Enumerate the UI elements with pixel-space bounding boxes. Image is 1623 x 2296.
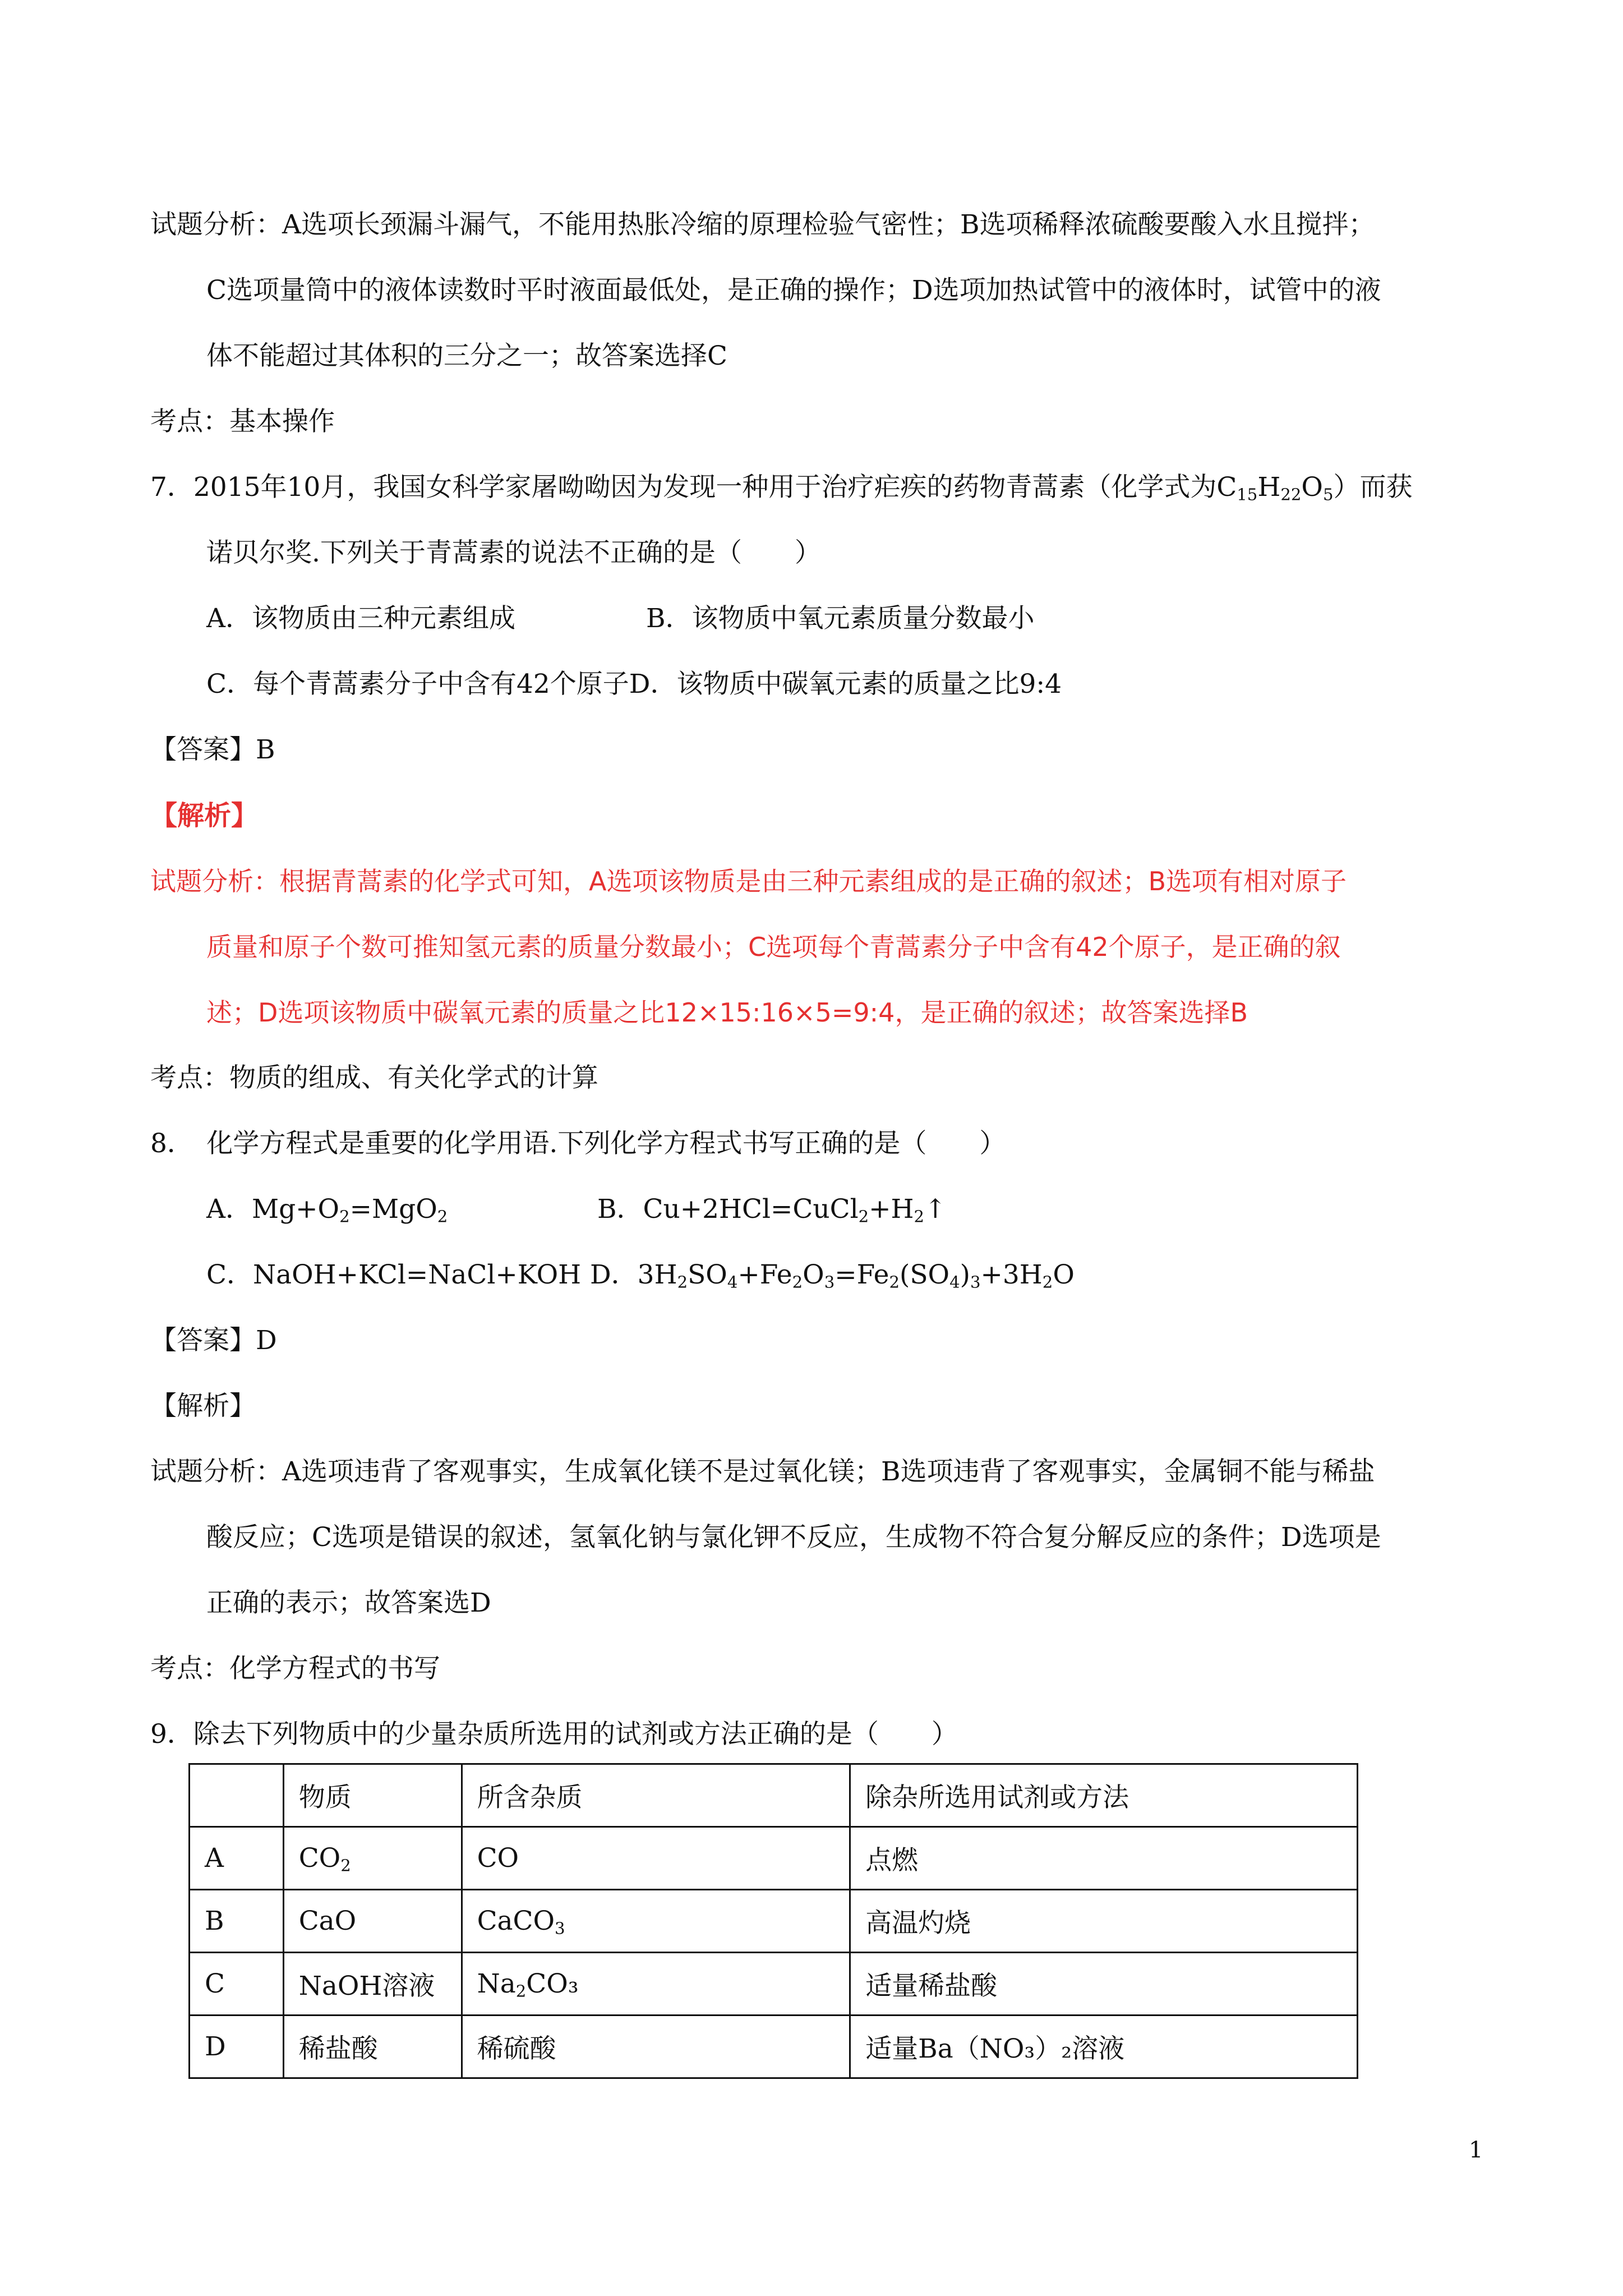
q9-table	[188, 1763, 1358, 2079]
table-row	[190, 1827, 1358, 1890]
q7-key-point: 考点：物质的组成、有关化学式的计算	[150, 1062, 598, 1093]
q8-stem: 8． 化学方程式是重要的化学用语.下列化学方程式书写正确的是（ ）	[150, 1128, 1006, 1159]
method-cell: 适量Ba（NO₃）₂溶液	[850, 2016, 1358, 2078]
method-cell: 适量稀盐酸	[850, 1953, 1358, 2016]
q8-analysis-line1: 试题分析：A选项违背了客观事实，生成氧化镁不是过氧化镁；B选项违背了客观事实，金属铜不能与稀盐	[150, 1456, 1375, 1487]
q8-option-d: D．$3H_2SO_4+Fe_2O_3=Fe_2(SO_4)_3+3H_2O$	[590, 1259, 1075, 1292]
q7-analysis-line3: 述；D选项该物质中碳氧元素的质量之比12×15:16×5=9:4，是正确的叙述；故答案选择B	[206, 997, 1248, 1028]
row-key: A	[190, 1827, 284, 1890]
table-header-cell	[190, 1764, 284, 1827]
subscript: 15	[1237, 485, 1258, 504]
q8-answer: 【答案】D	[150, 1325, 277, 1356]
substance-cell: $CO_2$	[283, 1827, 462, 1890]
row-key: C	[190, 1953, 284, 2016]
q7-analysis-line2: 质量和原子个数可推知氢元素的质量分数最小；C选项每个青蒿素分子中含有42个原子，是正确的叙	[206, 932, 1341, 962]
method-cell: 高温灼烧	[850, 1890, 1358, 1953]
table-header-cell: 除杂所选用试剂或方法	[850, 1764, 1358, 1827]
q6-analysis-line1: 试题分析：A选项长颈漏斗漏气，不能用热胀冷缩的原理检验气密性；B选项稀释浓硫酸要酸入水且搅拌；	[150, 209, 1375, 240]
q8-option-c: C．NaOH+KCl=NaCl+KOH	[206, 1259, 582, 1290]
table-row	[190, 1953, 1358, 2016]
q8-option-b: B．$Cu+2HCl=CuCl_2+H_2↑$	[597, 1194, 947, 1226]
page-number: 1	[1469, 2137, 1483, 2163]
q6-analysis-line2: C选项量筒中的液体读数时平时液面最低处，是正确的操作；D选项加热试管中的液体时，试管中的液	[206, 275, 1381, 306]
table-row	[190, 2016, 1358, 2078]
row-key: B	[190, 1890, 284, 1953]
q8-analysis-heading: 【解析】	[150, 1391, 256, 1421]
substance-cell: NaOH溶液	[283, 1953, 462, 2016]
q8-analysis-line3: 正确的表示；故答案选D	[206, 1588, 491, 1618]
q7-option-cd: C．每个青蒿素分子中含有42个原子D．该物质中碳氧元素的质量之比9:4	[206, 669, 1062, 700]
q7-analysis-heading: 【解析】	[150, 800, 259, 831]
table-header-cell: 物质	[283, 1764, 462, 1827]
q8-analysis-line2: 酸反应；C选项是错误的叙述，氢氧化钠与氯化钾不反应，生成物不符合复分解反应的条件；D选项是	[206, 1522, 1381, 1553]
q6-key-point: 考点：基本操作	[150, 406, 335, 437]
q7-stem-line1	[150, 470, 1412, 505]
impurity-cell: 稀硫酸	[462, 2016, 850, 2078]
table-row	[190, 1890, 1358, 1953]
table-header-row	[190, 1764, 1358, 1827]
q7-option-b: B．该物质中氧元素质量分数最小	[646, 603, 1035, 634]
q7-option-a: A．该物质由三种元素组成	[206, 603, 515, 634]
q9-stem: 9．除去下列物质中的少量杂质所选用的试剂或方法正确的是（ ）	[150, 1719, 958, 1750]
impurity-cell: $Na_2CO_3$	[462, 1953, 850, 2016]
substance-cell: 稀盐酸	[283, 2016, 462, 2078]
method-cell: 点燃	[850, 1827, 1358, 1890]
row-key: D	[190, 2016, 284, 2078]
table-header-cell: 所含杂质	[462, 1764, 850, 1827]
q8-key-point: 考点：化学方程式的书写	[150, 1653, 440, 1684]
subscript: 22	[1280, 485, 1302, 504]
q7-answer: 【答案】B	[150, 734, 275, 765]
substance-cell: CaO	[283, 1890, 462, 1953]
q8-option-a: A．$Mg+O_2=MgO_2$	[206, 1194, 448, 1226]
q6-analysis-line3: 体不能超过其体积的三分之一；故答案选择C	[206, 341, 727, 371]
impurity-cell: CO	[462, 1827, 850, 1890]
q7-stem-text: 7．2015年10月，我国女科学家屠呦呦因为发现一种用于治疗疟疾的药物青蒿素（化学式为C	[150, 472, 1237, 503]
formula-part: H	[1257, 472, 1281, 503]
q7-analysis-line1: 试题分析：根据青蒿素的化学式可知，A选项该物质是由三种元素组成的是正确的叙述；B选项有相对原子	[150, 866, 1347, 896]
subscript: 5	[1322, 485, 1334, 504]
formula-part: O	[1301, 472, 1323, 503]
q7-stem-line2: 诺贝尔奖.下列关于青蒿素的说法不正确的是（ ）	[206, 537, 821, 568]
q7-stem-text: ）而获	[1333, 472, 1413, 503]
impurity-cell: CaCO$_3$	[462, 1890, 850, 1953]
